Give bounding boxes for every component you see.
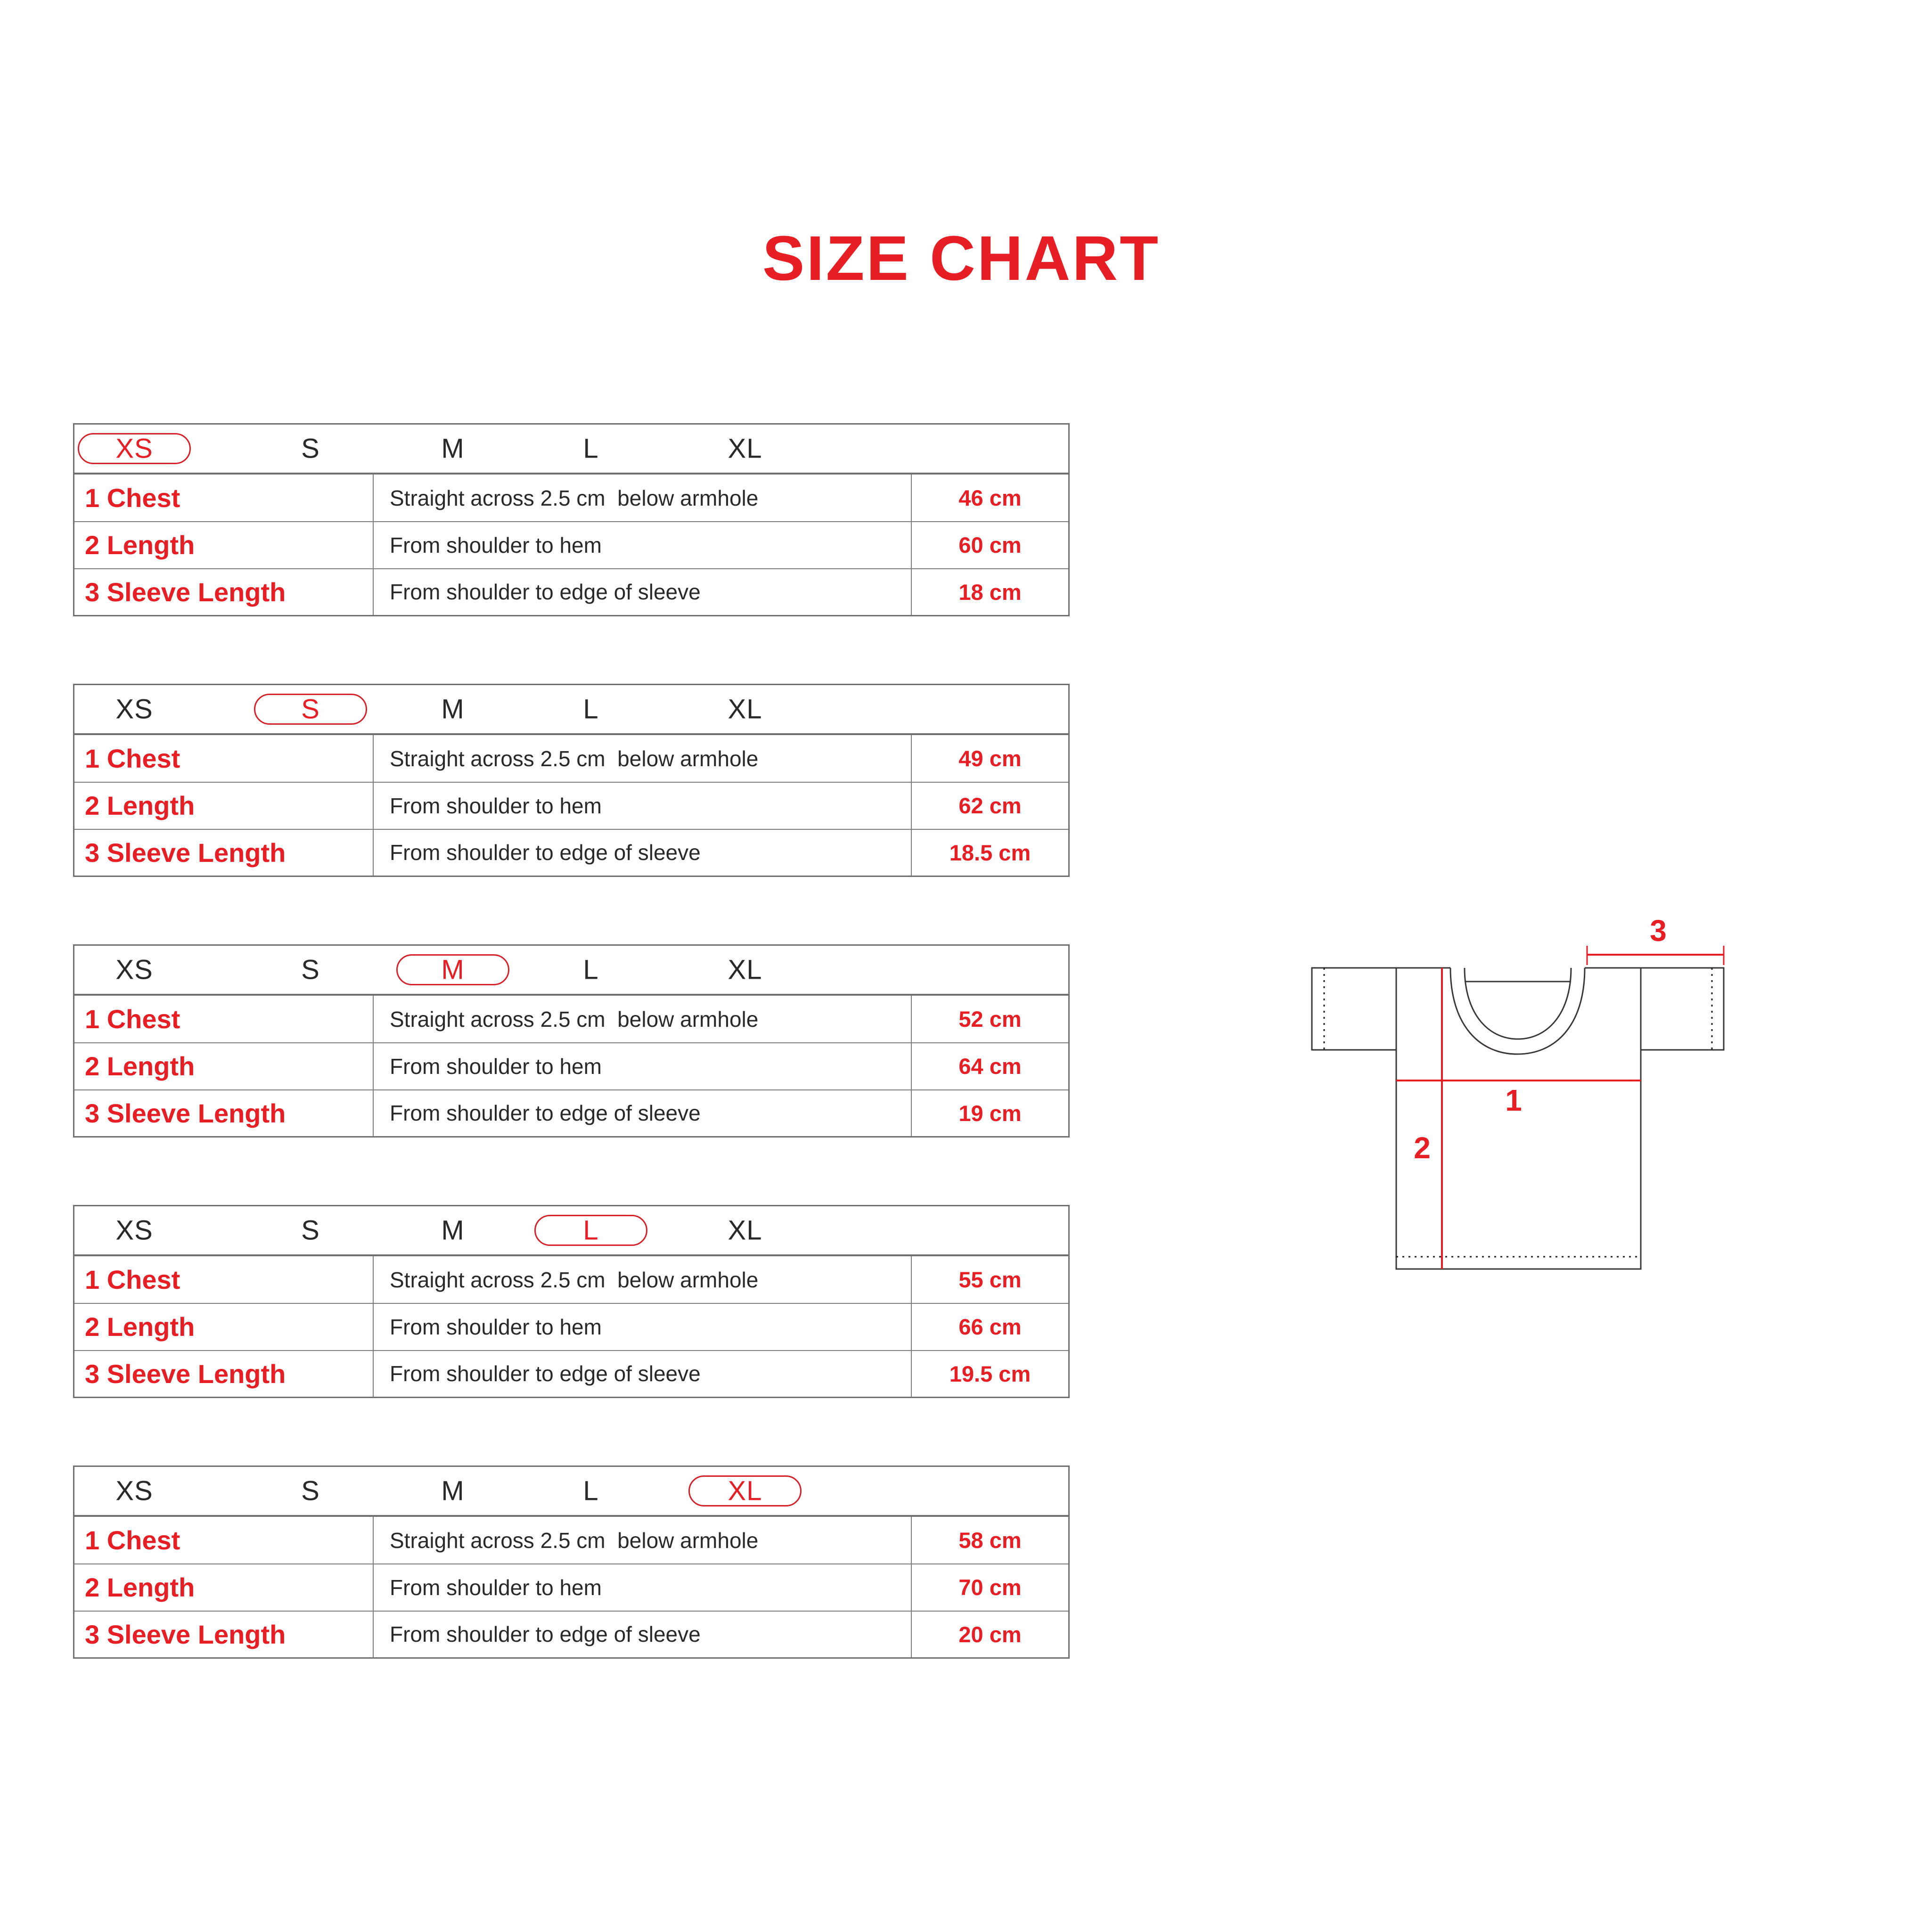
measurement-description: Straight across 2.5 cm below armhole bbox=[374, 1517, 912, 1564]
collar bbox=[1450, 968, 1585, 1054]
measurement-label: 1 Chest bbox=[74, 1256, 374, 1303]
tshirt-outline bbox=[1312, 968, 1724, 1269]
size-table-header bbox=[74, 1467, 1068, 1517]
size-label-s: S bbox=[301, 954, 320, 985]
measurement-value: 70 cm bbox=[958, 1575, 1022, 1600]
size-label-l: L bbox=[583, 694, 599, 725]
measurement-label: 1 Chest bbox=[74, 1517, 374, 1564]
size-label-xl: XL bbox=[728, 694, 762, 725]
size-table-l bbox=[73, 1205, 1070, 1398]
tshirt-diagram bbox=[1272, 872, 1791, 1345]
diagram-label-length: 2 bbox=[1414, 1131, 1431, 1165]
table-row-sleeve-length bbox=[74, 1611, 1068, 1657]
size-label-m: M bbox=[441, 1215, 465, 1246]
table-row-length bbox=[74, 1564, 1068, 1610]
size-table-header bbox=[74, 685, 1068, 735]
measurement-value: 66 cm bbox=[958, 1314, 1022, 1340]
measurement-value: 58 cm bbox=[958, 1528, 1022, 1553]
measurement-value: 64 cm bbox=[958, 1054, 1022, 1079]
size-label-s: S bbox=[301, 1475, 320, 1506]
measurement-label: 2 Length bbox=[74, 1043, 374, 1089]
page-title: SIZE CHART bbox=[762, 223, 1160, 294]
sleeve-measure-line bbox=[1587, 946, 1724, 965]
size-label-s: S bbox=[301, 1215, 320, 1246]
size-label-xs: XS bbox=[115, 1475, 153, 1506]
measurement-label: 1 Chest bbox=[74, 735, 374, 782]
size-label-xl: XL bbox=[728, 1475, 762, 1506]
measurement-value: 18 cm bbox=[958, 579, 1022, 605]
measurement-value: 20 cm bbox=[958, 1621, 1022, 1647]
size-label-xs: XS bbox=[115, 694, 153, 725]
measurement-description: From shoulder to hem bbox=[374, 1304, 912, 1350]
measurement-description: From shoulder to edge of sleeve bbox=[374, 1612, 912, 1657]
table-row-length bbox=[74, 521, 1068, 568]
size-label-xs: XS bbox=[115, 1215, 153, 1246]
measurement-label: 3 Sleeve Length bbox=[74, 569, 374, 615]
measurement-label: 1 Chest bbox=[74, 475, 374, 521]
size-table-xs bbox=[73, 423, 1070, 616]
measurement-label: 1 Chest bbox=[74, 996, 374, 1042]
size-label-s: S bbox=[301, 694, 320, 725]
measurement-description: Straight across 2.5 cm below armhole bbox=[374, 475, 912, 521]
size-table-header bbox=[74, 1206, 1068, 1256]
size-label-xs: XS bbox=[115, 433, 153, 464]
size-label-l: L bbox=[583, 1475, 599, 1506]
size-label-m: M bbox=[441, 433, 465, 464]
measurement-label: 2 Length bbox=[74, 1304, 374, 1350]
diagram-label-chest: 1 bbox=[1505, 1083, 1522, 1117]
size-label-l: L bbox=[583, 954, 599, 985]
measurement-label: 2 Length bbox=[74, 522, 374, 568]
measurement-description: From shoulder to hem bbox=[374, 522, 912, 568]
table-row-chest bbox=[74, 1517, 1068, 1564]
measurement-description: Straight across 2.5 cm below armhole bbox=[374, 996, 912, 1042]
size-label-xl: XL bbox=[728, 954, 762, 985]
table-row-sleeve-length bbox=[74, 829, 1068, 876]
measurement-description: From shoulder to edge of sleeve bbox=[374, 1351, 912, 1397]
measurement-label: 3 Sleeve Length bbox=[74, 1612, 374, 1657]
measurement-description: Straight across 2.5 cm below armhole bbox=[374, 1256, 912, 1303]
measurement-description: From shoulder to edge of sleeve bbox=[374, 569, 912, 615]
size-table-xl bbox=[73, 1465, 1070, 1659]
measurement-value: 62 cm bbox=[958, 793, 1022, 819]
size-label-xl: XL bbox=[728, 433, 762, 464]
measurement-value: 46 cm bbox=[958, 485, 1022, 511]
size-label-s: S bbox=[301, 433, 320, 464]
measurement-label: 2 Length bbox=[74, 783, 374, 828]
table-row-chest bbox=[74, 996, 1068, 1042]
measurement-label: 3 Sleeve Length bbox=[74, 1090, 374, 1136]
measurement-description: From shoulder to hem bbox=[374, 1564, 912, 1610]
measurement-description: Straight across 2.5 cm below armhole bbox=[374, 735, 912, 782]
size-label-m: M bbox=[441, 954, 465, 985]
measurement-label: 3 Sleeve Length bbox=[74, 1351, 374, 1397]
size-label-m: M bbox=[441, 1475, 465, 1506]
size-table-header bbox=[74, 946, 1068, 996]
measurement-value: 19 cm bbox=[958, 1100, 1022, 1126]
measurement-value: 19.5 cm bbox=[949, 1361, 1031, 1386]
measurement-description: From shoulder to edge of sleeve bbox=[374, 830, 912, 876]
size-label-l: L bbox=[583, 433, 599, 464]
size-label-xs: XS bbox=[115, 954, 153, 985]
measurement-value: 52 cm bbox=[958, 1007, 1022, 1032]
measurement-value: 55 cm bbox=[958, 1267, 1022, 1293]
measurement-description: From shoulder to hem bbox=[374, 783, 912, 828]
table-row-length bbox=[74, 1303, 1068, 1350]
measurement-description: From shoulder to hem bbox=[374, 1043, 912, 1089]
size-label-m: M bbox=[441, 694, 465, 725]
table-row-chest bbox=[74, 475, 1068, 521]
diagram-label-sleeve: 3 bbox=[1650, 914, 1667, 948]
measurement-label: 3 Sleeve Length bbox=[74, 830, 374, 876]
measurement-label: 2 Length bbox=[74, 1564, 374, 1610]
measurement-description: From shoulder to edge of sleeve bbox=[374, 1090, 912, 1136]
size-table-s bbox=[73, 684, 1070, 877]
table-row-length bbox=[74, 782, 1068, 828]
size-label-l: L bbox=[583, 1215, 599, 1246]
size-label-xl: XL bbox=[728, 1215, 762, 1246]
size-table-m bbox=[73, 944, 1070, 1138]
table-row-sleeve-length bbox=[74, 1350, 1068, 1397]
table-row-sleeve-length bbox=[74, 568, 1068, 615]
measurement-value: 49 cm bbox=[958, 746, 1022, 771]
measurement-value: 60 cm bbox=[958, 532, 1022, 558]
table-row-chest bbox=[74, 1256, 1068, 1303]
table-row-sleeve-length bbox=[74, 1089, 1068, 1136]
table-row-length bbox=[74, 1042, 1068, 1089]
size-table-header bbox=[74, 425, 1068, 475]
table-row-chest bbox=[74, 735, 1068, 782]
measurement-value: 18.5 cm bbox=[949, 840, 1031, 865]
